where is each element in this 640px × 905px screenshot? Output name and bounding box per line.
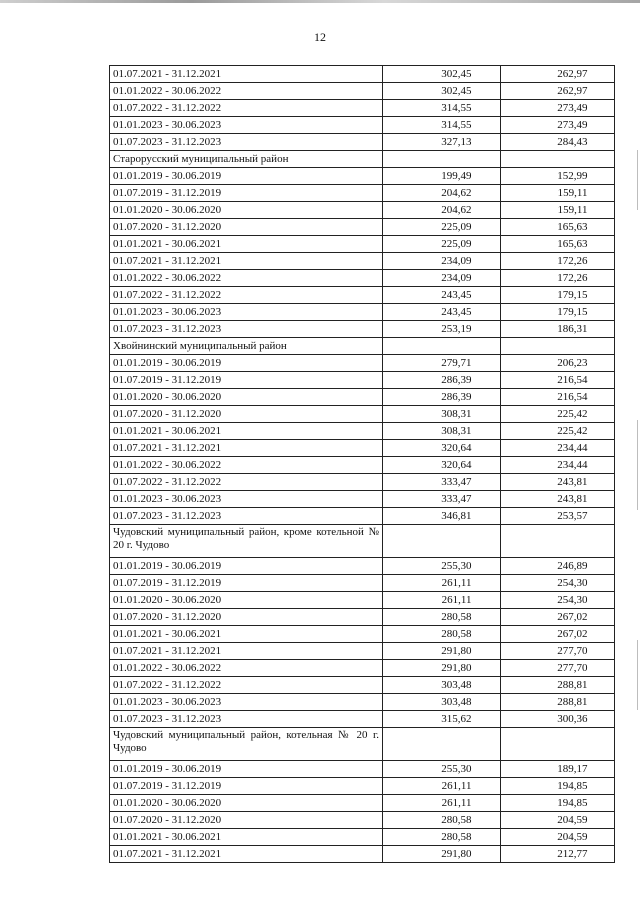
table-row (110, 219, 615, 236)
period-cell: 01.07.2023 - 31.12.2023 (110, 134, 383, 151)
period-cell: 01.07.2021 - 31.12.2021 (110, 846, 383, 863)
period-cell: 01.07.2019 - 31.12.2019 (110, 185, 383, 202)
value-text: 262,97 (557, 67, 588, 80)
tariff-value-cell (383, 474, 501, 491)
tariff-value-cell-2 (501, 253, 615, 270)
tariff-value-cell-2 (501, 372, 615, 389)
period-cell: 01.01.2021 - 30.06.2021 (110, 829, 383, 846)
table-row (110, 355, 615, 372)
value-text: 314,55 (441, 118, 472, 131)
table-row (110, 440, 615, 457)
table-row (110, 457, 615, 474)
value-text: 253,57 (557, 509, 588, 522)
tariff-value-cell-2 (501, 287, 615, 304)
tariff-value-cell-2 (501, 304, 615, 321)
table-row (110, 202, 615, 219)
value-text: 288,81 (557, 678, 588, 691)
tariff-value-cell (383, 660, 501, 677)
value-text: 194,85 (557, 796, 588, 809)
scan-side-mark (637, 150, 638, 210)
period-cell: 01.07.2019 - 31.12.2019 (110, 575, 383, 592)
value-text: 179,15 (557, 288, 588, 301)
period-cell: 01.01.2023 - 30.06.2023 (110, 304, 383, 321)
value-text: 246,89 (557, 559, 588, 572)
district-name: Старорусский муниципальный район (110, 151, 383, 168)
tariff-value-cell-2 (501, 117, 615, 134)
value-text: 206,23 (557, 356, 588, 369)
tariff-value-cell-2 (501, 474, 615, 491)
value-text: 243,45 (441, 305, 472, 318)
period-cell: 01.07.2022 - 31.12.2022 (110, 677, 383, 694)
value-text: 212,77 (557, 847, 588, 860)
tariff-value-cell-2 (501, 829, 615, 846)
value-text: 333,47 (441, 475, 472, 488)
tariff-value-cell (383, 304, 501, 321)
value-text: 159,11 (557, 186, 588, 199)
table-row (110, 117, 615, 134)
value-text: 261,11 (441, 796, 472, 809)
tariff-value-cell (383, 287, 501, 304)
value-text: 291,80 (441, 644, 472, 657)
period-cell: 01.07.2020 - 31.12.2020 (110, 812, 383, 829)
section-header-row (110, 525, 615, 558)
period-cell: 01.07.2021 - 31.12.2021 (110, 253, 383, 270)
tariff-value-cell (383, 168, 501, 185)
tariff-value-cell (383, 185, 501, 202)
period-cell: 01.07.2023 - 31.12.2023 (110, 711, 383, 728)
period-cell: 01.07.2021 - 31.12.2021 (110, 643, 383, 660)
tariff-value-cell-2 (501, 406, 615, 423)
period-cell: 01.01.2020 - 30.06.2020 (110, 389, 383, 406)
period-cell: 01.01.2020 - 30.06.2020 (110, 202, 383, 219)
table-row (110, 643, 615, 660)
empty-cell (501, 728, 615, 761)
value-text: 277,70 (557, 661, 588, 674)
value-text: 320,64 (441, 441, 472, 454)
value-text: 225,42 (557, 407, 588, 420)
tariff-table-body (110, 66, 615, 863)
district-name: Чудовский муниципальный район, кроме котельной № 20 г. Чудово (110, 525, 383, 558)
tariff-value-cell (383, 812, 501, 829)
scan-side-mark (637, 420, 638, 510)
tariff-value-cell (383, 829, 501, 846)
value-text: 255,30 (441, 559, 472, 572)
section-header-row (110, 728, 615, 761)
value-text: 262,97 (557, 84, 588, 97)
scan-top-edge (0, 0, 640, 3)
tariff-value-cell (383, 389, 501, 406)
period-cell: 01.07.2021 - 31.12.2021 (110, 66, 383, 83)
value-text: 234,44 (557, 441, 588, 454)
section-header-row (110, 151, 615, 168)
tariff-value-cell (383, 711, 501, 728)
tariff-value-cell-2 (501, 355, 615, 372)
table-row (110, 100, 615, 117)
tariff-value-cell-2 (501, 168, 615, 185)
value-text: 314,55 (441, 101, 472, 114)
scan-side-mark (637, 640, 638, 710)
value-text: 243,81 (557, 475, 588, 488)
tariff-value-cell (383, 677, 501, 694)
empty-cell (383, 338, 501, 355)
table-row (110, 711, 615, 728)
value-text: 280,58 (441, 627, 472, 640)
value-text: 186,31 (557, 322, 588, 335)
table-row (110, 508, 615, 525)
tariff-value-cell (383, 694, 501, 711)
value-text: 243,45 (441, 288, 472, 301)
value-text: 199,49 (441, 169, 472, 182)
value-text: 302,45 (441, 84, 472, 97)
table-row (110, 66, 615, 83)
table-row (110, 270, 615, 287)
value-text: 261,11 (441, 593, 472, 606)
period-cell: 01.01.2019 - 30.06.2019 (110, 761, 383, 778)
value-text: 194,85 (557, 779, 588, 792)
table-row (110, 168, 615, 185)
tariff-value-cell (383, 202, 501, 219)
tariff-value-cell-2 (501, 643, 615, 660)
value-text: 286,39 (441, 390, 472, 403)
period-cell: 01.07.2021 - 31.12.2021 (110, 440, 383, 457)
tariff-value-cell-2 (501, 592, 615, 609)
tariff-value-cell (383, 491, 501, 508)
table-row (110, 694, 615, 711)
value-text: 320,64 (441, 458, 472, 471)
tariff-value-cell (383, 219, 501, 236)
period-cell: 01.01.2022 - 30.06.2022 (110, 660, 383, 677)
table-row (110, 253, 615, 270)
value-text: 204,62 (441, 186, 472, 199)
period-cell: 01.01.2021 - 30.06.2021 (110, 236, 383, 253)
period-cell: 01.01.2023 - 30.06.2023 (110, 117, 383, 134)
empty-cell (501, 338, 615, 355)
value-text: 288,81 (557, 695, 588, 708)
table-row (110, 795, 615, 812)
tariff-value-cell-2 (501, 778, 615, 795)
empty-cell (383, 525, 501, 558)
table-row (110, 236, 615, 253)
period-cell: 01.07.2023 - 31.12.2023 (110, 321, 383, 338)
tariff-value-cell (383, 778, 501, 795)
tariff-value-cell-2 (501, 812, 615, 829)
table-row (110, 372, 615, 389)
tariff-value-cell-2 (501, 761, 615, 778)
table-row (110, 321, 615, 338)
value-text: 279,71 (441, 356, 472, 369)
tariff-value-cell (383, 846, 501, 863)
table-row (110, 829, 615, 846)
period-cell: 01.01.2021 - 30.06.2021 (110, 626, 383, 643)
table-row (110, 761, 615, 778)
tariff-value-cell-2 (501, 321, 615, 338)
value-text: 333,47 (441, 492, 472, 505)
value-text: 152,99 (557, 169, 588, 182)
tariff-value-cell (383, 406, 501, 423)
page-number: 12 (314, 30, 326, 44)
value-text: 303,48 (441, 695, 472, 708)
period-cell: 01.01.2019 - 30.06.2019 (110, 168, 383, 185)
empty-cell (383, 728, 501, 761)
value-text: 267,02 (557, 610, 588, 623)
tariff-value-cell (383, 83, 501, 100)
value-text: 280,58 (441, 813, 472, 826)
value-text: 291,80 (441, 661, 472, 674)
value-text: 234,09 (441, 271, 472, 284)
tariff-value-cell (383, 100, 501, 117)
period-cell: 01.01.2022 - 30.06.2022 (110, 270, 383, 287)
value-text: 302,45 (441, 67, 472, 80)
period-cell: 01.01.2023 - 30.06.2023 (110, 694, 383, 711)
table-row (110, 812, 615, 829)
tariff-value-cell-2 (501, 677, 615, 694)
tariff-value-cell (383, 423, 501, 440)
value-text: 225,09 (441, 220, 472, 233)
tariff-value-cell (383, 795, 501, 812)
period-cell: 01.01.2022 - 30.06.2022 (110, 83, 383, 100)
tariff-value-cell (383, 117, 501, 134)
tariff-value-cell-2 (501, 440, 615, 457)
tariff-value-cell (383, 134, 501, 151)
tariff-value-cell (383, 626, 501, 643)
table-row (110, 558, 615, 575)
period-cell: 01.01.2019 - 30.06.2019 (110, 558, 383, 575)
table-row (110, 778, 615, 795)
period-cell: 01.07.2022 - 31.12.2022 (110, 474, 383, 491)
section-header-row (110, 338, 615, 355)
tariff-value-cell-2 (501, 694, 615, 711)
tariff-value-cell-2 (501, 626, 615, 643)
value-text: 179,15 (557, 305, 588, 318)
tariff-value-cell-2 (501, 219, 615, 236)
value-text: 291,80 (441, 847, 472, 860)
value-text: 204,59 (557, 830, 588, 843)
table-row (110, 287, 615, 304)
value-text: 225,42 (557, 424, 588, 437)
value-text: 204,62 (441, 203, 472, 216)
tariff-value-cell-2 (501, 202, 615, 219)
table-row (110, 474, 615, 491)
table-row (110, 592, 615, 609)
table-row (110, 677, 615, 694)
table-row (110, 423, 615, 440)
value-text: 308,31 (441, 407, 472, 420)
period-cell: 01.01.2020 - 30.06.2020 (110, 795, 383, 812)
tariff-value-cell (383, 372, 501, 389)
value-text: 216,54 (557, 373, 588, 386)
tariff-value-cell-2 (501, 846, 615, 863)
value-text: 286,39 (441, 373, 472, 386)
tariff-value-cell-2 (501, 491, 615, 508)
period-cell: 01.01.2023 - 30.06.2023 (110, 491, 383, 508)
value-text: 234,09 (441, 254, 472, 267)
period-cell: 01.07.2023 - 31.12.2023 (110, 508, 383, 525)
value-text: 253,19 (441, 322, 472, 335)
district-name: Хвойнинский муниципальный район (110, 338, 383, 355)
value-text: 255,30 (441, 762, 472, 775)
tariff-value-cell (383, 321, 501, 338)
empty-cell (501, 525, 615, 558)
tariff-value-cell-2 (501, 575, 615, 592)
tariff-value-cell (383, 643, 501, 660)
value-text: 189,17 (557, 762, 588, 775)
tariff-value-cell (383, 440, 501, 457)
tariff-table (109, 65, 615, 863)
table-row (110, 626, 615, 643)
table-row (110, 660, 615, 677)
value-text: 261,11 (441, 576, 472, 589)
tariff-value-cell-2 (501, 389, 615, 406)
tariff-value-cell-2 (501, 795, 615, 812)
value-text: 254,30 (557, 593, 588, 606)
tariff-value-cell (383, 761, 501, 778)
table-row (110, 134, 615, 151)
tariff-value-cell-2 (501, 457, 615, 474)
value-text: 261,11 (441, 779, 472, 792)
table-row (110, 406, 615, 423)
period-cell: 01.07.2019 - 31.12.2019 (110, 778, 383, 795)
tariff-value-cell-2 (501, 660, 615, 677)
table-row (110, 304, 615, 321)
table-row (110, 83, 615, 100)
table-row (110, 185, 615, 202)
tariff-value-cell (383, 508, 501, 525)
tariff-value-cell-2 (501, 609, 615, 626)
tariff-value-cell-2 (501, 66, 615, 83)
table-row (110, 609, 615, 626)
period-cell: 01.07.2020 - 31.12.2020 (110, 219, 383, 236)
value-text: 346,81 (441, 509, 472, 522)
period-cell: 01.01.2021 - 30.06.2021 (110, 423, 383, 440)
value-text: 172,26 (557, 271, 588, 284)
value-text: 159,11 (557, 203, 588, 216)
table-row (110, 491, 615, 508)
value-text: 254,30 (557, 576, 588, 589)
tariff-value-cell-2 (501, 711, 615, 728)
empty-cell (383, 151, 501, 168)
table-row (110, 575, 615, 592)
tariff-value-cell-2 (501, 83, 615, 100)
tariff-value-cell-2 (501, 508, 615, 525)
table-row (110, 846, 615, 863)
tariff-value-cell (383, 609, 501, 626)
value-text: 308,31 (441, 424, 472, 437)
tariff-value-cell (383, 592, 501, 609)
empty-cell (501, 151, 615, 168)
value-text: 273,49 (557, 101, 588, 114)
period-cell: 01.07.2019 - 31.12.2019 (110, 372, 383, 389)
period-cell: 01.01.2022 - 30.06.2022 (110, 457, 383, 474)
tariff-value-cell-2 (501, 423, 615, 440)
value-text: 280,58 (441, 610, 472, 623)
value-text: 300,36 (557, 712, 588, 725)
tariff-value-cell-2 (501, 270, 615, 287)
tariff-value-cell (383, 575, 501, 592)
tariff-value-cell (383, 355, 501, 372)
value-text: 327,13 (441, 135, 472, 148)
value-text: 284,43 (557, 135, 588, 148)
value-text: 172,26 (557, 254, 588, 267)
value-text: 303,48 (441, 678, 472, 691)
value-text: 165,63 (557, 220, 588, 233)
period-cell: 01.01.2020 - 30.06.2020 (110, 592, 383, 609)
tariff-value-cell (383, 253, 501, 270)
tariff-value-cell-2 (501, 236, 615, 253)
value-text: 315,62 (441, 712, 472, 725)
period-cell: 01.07.2022 - 31.12.2022 (110, 287, 383, 304)
tariff-value-cell-2 (501, 134, 615, 151)
period-cell: 01.07.2020 - 31.12.2020 (110, 406, 383, 423)
tariff-value-cell (383, 236, 501, 253)
tariff-value-cell (383, 558, 501, 575)
value-text: 165,63 (557, 237, 588, 250)
tariff-value-cell-2 (501, 185, 615, 202)
tariff-value-cell-2 (501, 100, 615, 117)
value-text: 204,59 (557, 813, 588, 826)
value-text: 243,81 (557, 492, 588, 505)
tariff-value-cell (383, 457, 501, 474)
value-text: 273,49 (557, 118, 588, 131)
value-text: 225,09 (441, 237, 472, 250)
period-cell: 01.01.2019 - 30.06.2019 (110, 355, 383, 372)
district-name: Чудовский муниципальный район, котельная № 20 г. Чудово (110, 728, 383, 761)
value-text: 267,02 (557, 627, 588, 640)
period-cell: 01.07.2020 - 31.12.2020 (110, 609, 383, 626)
period-cell: 01.07.2022 - 31.12.2022 (110, 100, 383, 117)
tariff-value-cell-2 (501, 558, 615, 575)
value-text: 234,44 (557, 458, 588, 471)
tariff-value-cell (383, 66, 501, 83)
value-text: 280,58 (441, 830, 472, 843)
value-text: 277,70 (557, 644, 588, 657)
table-row (110, 389, 615, 406)
tariff-value-cell (383, 270, 501, 287)
value-text: 216,54 (557, 390, 588, 403)
